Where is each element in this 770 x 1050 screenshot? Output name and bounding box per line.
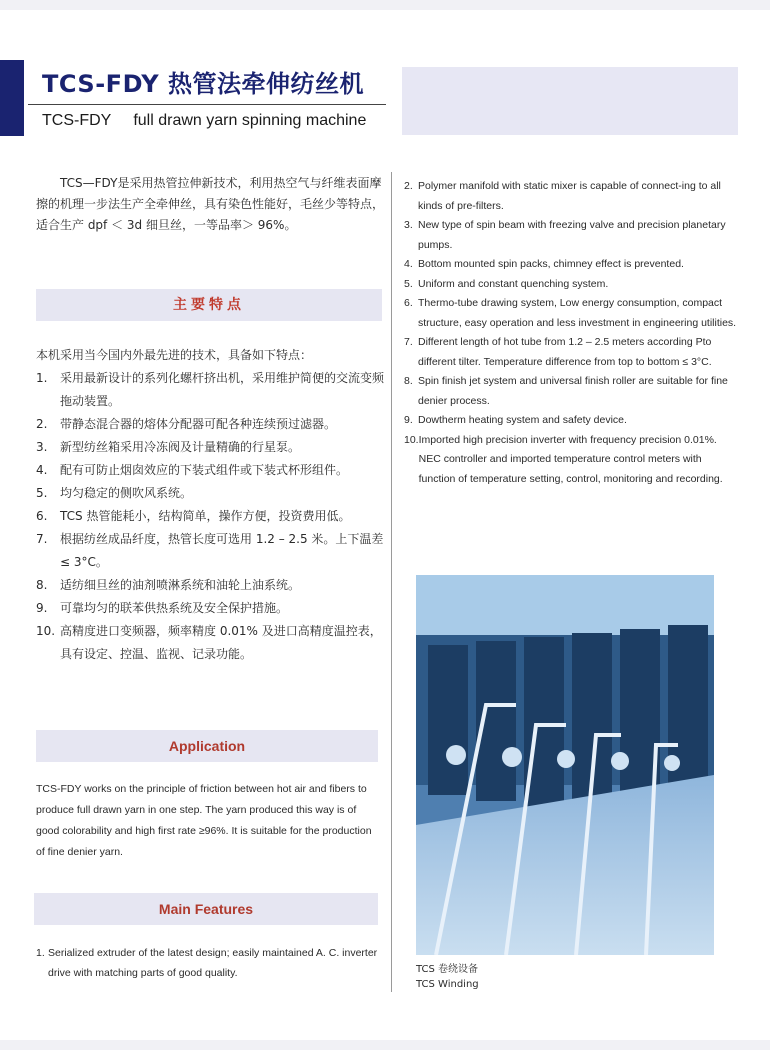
list-item bbox=[36, 459, 388, 482]
list-item bbox=[404, 411, 738, 431]
item-text: Spin finish jet system and universal finish roller are suitable for fine denier process. bbox=[418, 375, 728, 407]
chinese-intro-paragraph: TCS—FDY是采用热管拉伸新技术，利用热空气与纤维表面摩擦的机理一步法生产全牵伸丝，具有染色性能好，毛丝少等特点，适合生产 dpf ＜ 3d 细旦丝，一等品率＞ 96%。 bbox=[36, 176, 385, 232]
features-list-chinese bbox=[36, 367, 388, 666]
page-title-english bbox=[42, 112, 366, 130]
item-number: 8. bbox=[36, 578, 48, 592]
photo-caption bbox=[416, 962, 616, 992]
list-item bbox=[404, 216, 738, 255]
list-item bbox=[404, 255, 738, 275]
item-number: 10. bbox=[36, 624, 56, 638]
item-text: 新型纺丝箱采用冷冻阀及计量精确的行星泵。 bbox=[60, 440, 301, 454]
item-number: 9. bbox=[404, 414, 413, 426]
winding-machine-photo bbox=[416, 575, 714, 955]
item-text: 高精度进口变频器，频率精度 0.01% 及进口高精度温控表，具有设定、控温、监视、记录功能。 bbox=[60, 624, 382, 661]
title-accent-bar bbox=[0, 60, 24, 136]
caption-english: TCS Winding bbox=[416, 979, 479, 990]
item-number: 7. bbox=[36, 532, 48, 546]
item-number: 4. bbox=[36, 463, 48, 477]
list-item bbox=[36, 505, 388, 528]
list-item bbox=[404, 294, 738, 333]
list-item bbox=[404, 177, 738, 216]
features-heading-band-chinese bbox=[36, 289, 382, 321]
item-number: 3. bbox=[36, 440, 48, 454]
item-number: 8. bbox=[404, 375, 413, 387]
item-text: Bottom mounted spin packs, chimney effect is prevented. bbox=[418, 258, 684, 270]
item-text: TCS 热管能耗小，结构简单，操作方便，投资费用低。 bbox=[60, 509, 351, 523]
item-number: 5. bbox=[36, 486, 48, 500]
item-number: 6. bbox=[404, 297, 413, 309]
machine-illustration bbox=[416, 575, 714, 955]
item-number: 4. bbox=[404, 258, 413, 270]
item-number: 1. bbox=[36, 371, 48, 385]
item-number: 2. bbox=[404, 180, 413, 192]
features-list-english-right bbox=[404, 177, 738, 489]
item-text: 适纺细旦丝的油剂喷淋系统和油轮上油系统。 bbox=[60, 578, 301, 592]
main-features-heading-band bbox=[34, 893, 378, 925]
item-text: 带静态混合器的熔体分配器可配各种连续预过滤器。 bbox=[60, 417, 337, 431]
page-title-chinese: TCS-FDY 热管法牵伸纺丝机 bbox=[42, 70, 364, 98]
item-text: Imported high precision inverter with frequency precision 0.01%. NEC controller and imported temperature control meters with function of temperature setting, control, monitoring and recording. bbox=[418, 433, 723, 485]
item-text: 可靠均匀的联苯供热系统及安全保护措施。 bbox=[60, 601, 289, 615]
features-lead-chinese: 本机采用当今国内外最先进的技术，具备如下特点： bbox=[36, 348, 313, 362]
item-number: 7. bbox=[404, 336, 413, 348]
application-heading-band bbox=[36, 730, 378, 762]
item-text: 根据纺丝成品纤度，热管长度可选用 1.2 – 2.5 米。上下温差≤ 3°C。 bbox=[60, 532, 384, 569]
item-number: 2. bbox=[36, 417, 48, 431]
item-number: 3. bbox=[404, 219, 413, 231]
item-number: 5. bbox=[404, 277, 413, 290]
list-item bbox=[36, 597, 388, 620]
item-number: 10. bbox=[404, 433, 419, 446]
list-item bbox=[36, 367, 388, 413]
list-item bbox=[404, 431, 738, 490]
column-divider bbox=[391, 172, 392, 992]
bottom-border bbox=[0, 1040, 770, 1050]
list-item bbox=[36, 944, 382, 983]
item-text: 均匀稳定的侧吹风系统。 bbox=[60, 486, 193, 500]
item-text: 采用最新设计的系列化螺杆挤出机，采用维护简便的交流变频拖动装置。 bbox=[60, 371, 385, 408]
header-decorative-panel bbox=[402, 67, 738, 135]
list-item bbox=[404, 372, 738, 411]
list-item bbox=[36, 528, 388, 574]
list-item bbox=[404, 333, 738, 372]
item-text: 配有可防止烟囱效应的下装式组件或下装式杯形组件。 bbox=[60, 463, 349, 477]
caption-chinese: TCS 卷绕设备 bbox=[416, 964, 479, 975]
title-underline bbox=[28, 104, 386, 105]
features-heading-chinese: 主要特点 bbox=[173, 297, 245, 313]
list-item bbox=[404, 275, 738, 295]
item-text: Thermo-tube drawing system, Low energy consumption, compact structure, easy operation and less investment in engineering utilities. bbox=[418, 297, 737, 329]
list-item bbox=[36, 574, 388, 597]
item-number: 6. bbox=[36, 509, 48, 523]
top-border bbox=[0, 0, 770, 10]
item-number: 1. bbox=[36, 947, 45, 959]
features-list-english-left bbox=[36, 944, 382, 983]
application-paragraph: TCS-FDY works on the principle of friction between hot air and fibers to produce full drawn yarn in one step. The yarn produced this way is of good colorability and high first rate ≥96%. It is suitable for the production of fine denier yarn. bbox=[36, 783, 372, 858]
list-item bbox=[36, 620, 388, 666]
item-number: 9. bbox=[36, 601, 48, 615]
item-text: Uniform and constant quenching system. bbox=[418, 277, 609, 290]
list-item bbox=[36, 436, 388, 459]
list-item bbox=[36, 413, 388, 436]
item-text: New type of spin beam with freezing valve and precision planetary pumps. bbox=[418, 219, 726, 251]
item-text: Serialized extruder of the latest design; easily maintained A. C. inverter drive with matching parts of good quality. bbox=[48, 947, 378, 979]
item-text: Polymer manifold with static mixer is capable of connect-ing to all kinds of pre-filters. bbox=[418, 180, 721, 212]
title-model: TCS-FDY bbox=[42, 112, 112, 129]
item-text: Dowtherm heating system and safety device. bbox=[418, 414, 627, 426]
application-heading: Application bbox=[168, 738, 246, 754]
list-item bbox=[36, 482, 388, 505]
main-features-heading: Main Features bbox=[158, 901, 254, 917]
title-description: full drawn yarn spinning machine bbox=[133, 112, 367, 129]
item-text: Different length of hot tube from 1.2 – 2.5 meters according Pto different tilter. Temperature difference from top to bottom ≤ 3°C. bbox=[418, 336, 712, 368]
